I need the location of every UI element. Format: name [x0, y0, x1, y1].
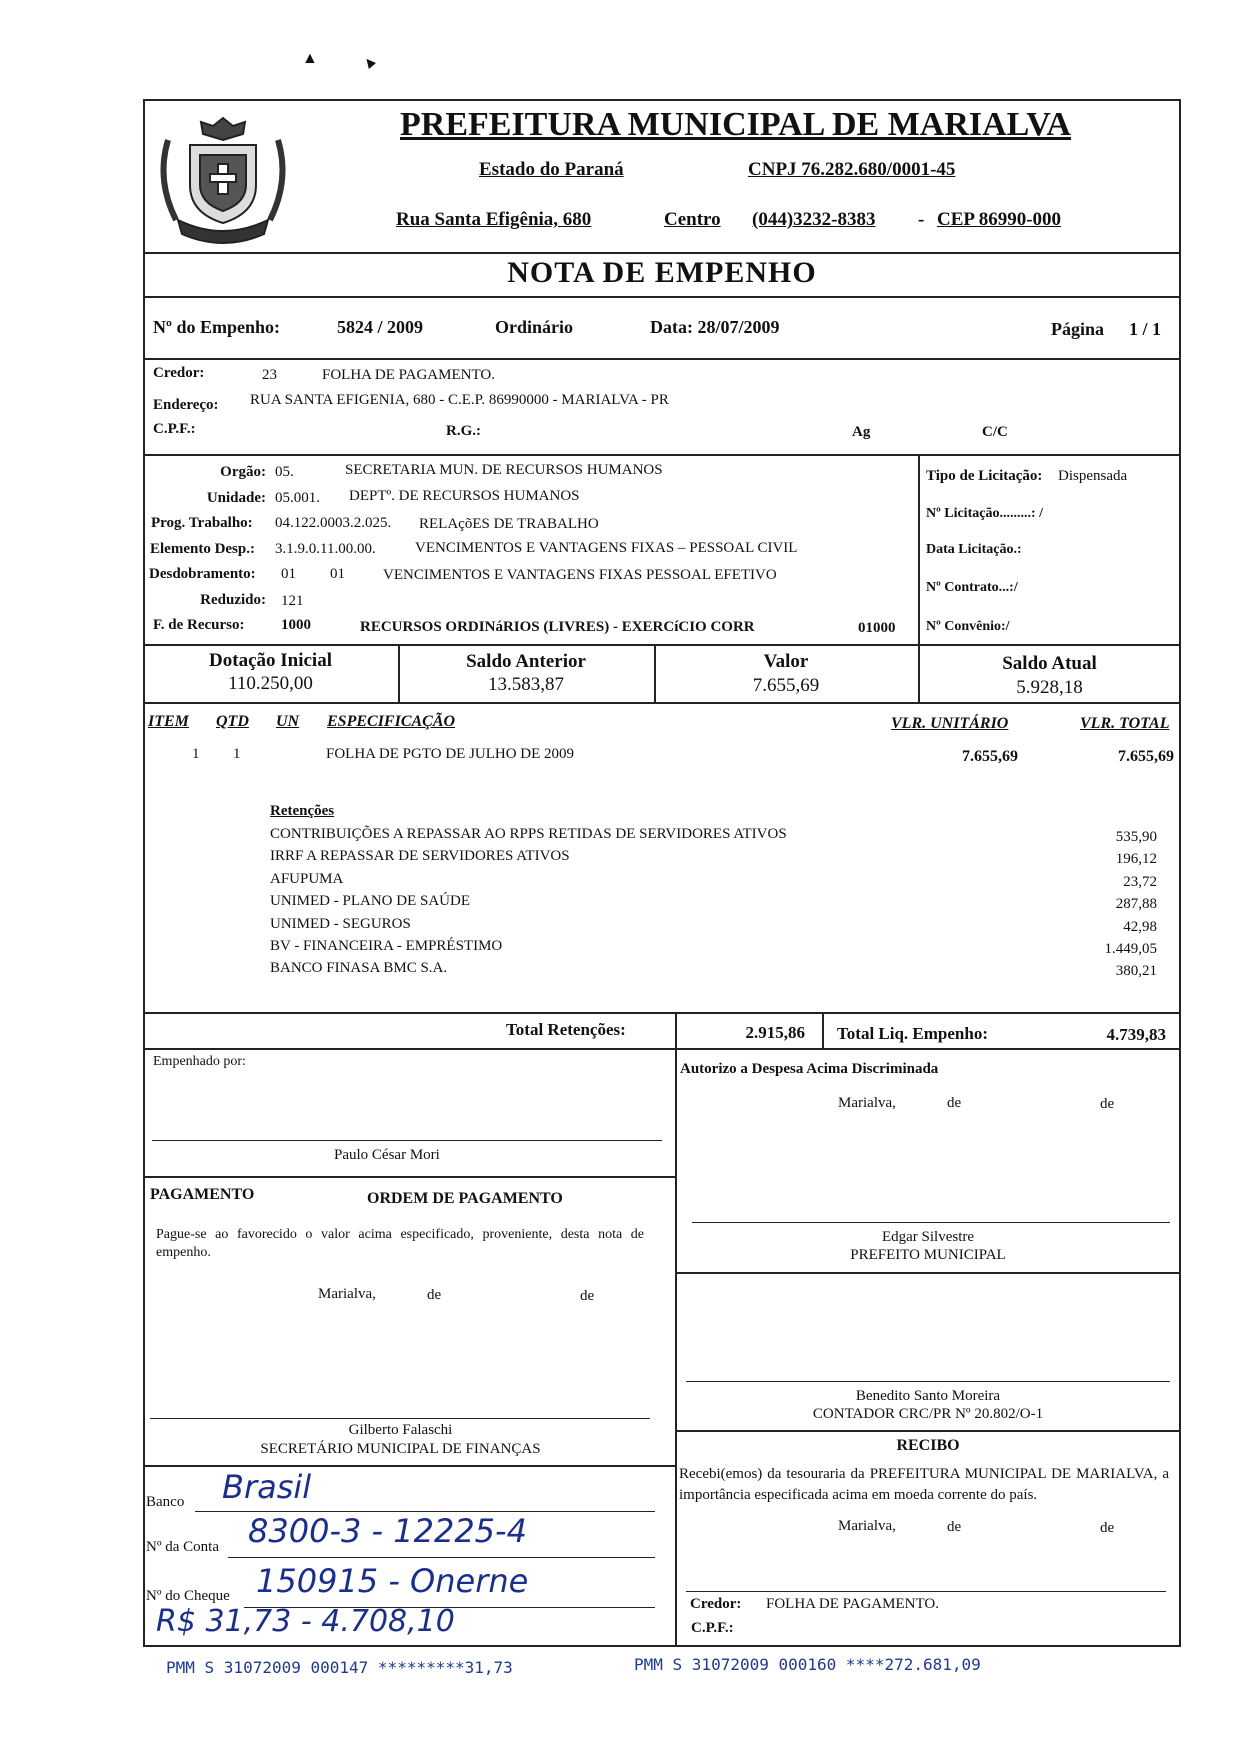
- cpf-label: C.P.F.:: [153, 421, 196, 437]
- item-especificacao: FOLHA DE PGTO DE JULHO DE 2009: [326, 746, 575, 762]
- recibo-cpf-label: C.P.F.:: [691, 1620, 734, 1636]
- signature-line: [150, 1418, 650, 1419]
- pagina-label: Página: [1051, 319, 1105, 339]
- numero-contrato: Nº Contrato...:/: [926, 580, 1018, 595]
- divider: [143, 454, 1181, 456]
- retencao-value: 23,72: [1123, 873, 1157, 890]
- retencao-label: IRRF A REPASSAR DE SERVIDORES ATIVOS: [270, 848, 570, 865]
- reduzido-label: Reduzido:: [200, 592, 266, 608]
- retencao-value: 1.449,05: [1104, 941, 1157, 957]
- divider: [675, 1430, 1181, 1432]
- col-item: ITEM: [148, 713, 189, 730]
- conta-line: [228, 1557, 655, 1558]
- bank-stamp-right: PMM S 31072009 000160 ****272.681,09: [634, 1655, 981, 1674]
- retencao-value: 42,98: [1123, 918, 1157, 935]
- municipal-coat-of-arms-logo: [148, 100, 298, 250]
- saldo-atual-value: 5.928,18: [1016, 677, 1083, 698]
- conta-label: Nº da Conta: [146, 1539, 219, 1555]
- pagamento-de: de: [427, 1287, 442, 1303]
- unidade-code: 05.001.: [275, 490, 320, 506]
- unidade-value: DEPTº. DE RECURSOS HUMANOS: [349, 488, 580, 504]
- retencao-value: 196,12: [1115, 851, 1157, 868]
- credor-name: FOLHA DE PAGAMENTO.: [322, 367, 495, 383]
- retencao-value: 380,21: [1115, 963, 1157, 980]
- prog-code: 04.122.0003.2.025.: [275, 515, 392, 531]
- recibo-de: de: [1100, 1520, 1115, 1536]
- conta-handwritten: 8300-3 - 12225-4: [248, 1512, 527, 1550]
- recibo-de: de: [947, 1519, 962, 1535]
- contador-role: CONTADOR CRC/PR Nº 20.802/O-1: [812, 1406, 1044, 1422]
- orgao-code: 05.: [275, 464, 294, 480]
- autorizo-label: Autorizo a Despesa Acima Discriminada: [680, 1061, 939, 1077]
- header-address: Rua Santa Efigênia, 680: [396, 209, 592, 230]
- empenho-data: Data: 28/07/2009: [650, 317, 780, 337]
- col-un: UN: [276, 713, 300, 730]
- empenhado-por-signer: Paulo César Mori: [334, 1147, 440, 1163]
- desdobramento-label: Desdobramento:: [149, 566, 256, 582]
- divider: [143, 252, 1181, 254]
- dotacao-label: Dotação Inicial: [209, 650, 332, 671]
- empenhado-por-label: Empenhado por:: [153, 1054, 246, 1069]
- signature-line: [692, 1222, 1170, 1223]
- reduzido-value: 121: [281, 593, 304, 609]
- item-qtd: 1: [233, 746, 241, 762]
- total-retencoes-label: Total Retenções:: [506, 1020, 626, 1039]
- divider: [143, 1176, 675, 1178]
- recibo-title: RECIBO: [896, 1437, 960, 1454]
- rg-label: R.G.:: [446, 423, 481, 439]
- ordem-pagamento-label: ORDEM DE PAGAMENTO: [367, 1190, 563, 1207]
- valor-label: Valor: [763, 651, 809, 672]
- retencao-label: UNIMED - SEGUROS: [270, 915, 411, 932]
- prog-label: Prog. Trabalho:: [151, 515, 253, 531]
- divider: [143, 644, 1181, 646]
- prefeito-name: Edgar Silvestre: [881, 1229, 975, 1245]
- header-state: Estado do Paraná: [479, 159, 624, 180]
- banco-label: Banco: [146, 1494, 185, 1510]
- pagina-number: 1 / 1: [1129, 319, 1162, 339]
- autorizo-city: Marialva,: [838, 1095, 896, 1111]
- recurso-code: 1000: [281, 617, 311, 633]
- divider: [143, 296, 1181, 298]
- contador-name: Benedito Santo Moreira: [855, 1388, 1001, 1404]
- prog-value: RELAçõES DE TRABALHO: [419, 516, 599, 532]
- elemento-value: VENCIMENTOS E VANTAGENS FIXAS – PESSOAL CIVIL: [415, 540, 798, 556]
- empenho-label: Nº do Empenho:: [153, 317, 280, 337]
- unidade-label: Unidade:: [206, 490, 266, 506]
- col-vlr-unitario: VLR. UNITÁRIO: [891, 715, 1009, 732]
- pagamento-label: PAGAMENTO: [150, 1186, 255, 1203]
- dotacao-value: 110.250,00: [228, 673, 313, 694]
- divider: [675, 1272, 1181, 1274]
- divider: [143, 1465, 675, 1467]
- divider: [143, 702, 1181, 704]
- recibo-text: Recebi(emos) da tesouraria da PREFEITURA MUNICIPAL DE MARIALVA, a importância especificada acima em moeda corrente do país.: [679, 1466, 1169, 1503]
- divider: [143, 1048, 1181, 1050]
- doc-title: NOTA DE EMPENHO: [507, 256, 817, 289]
- header-separator: -: [918, 209, 925, 230]
- total-retencoes-value: 2.915,86: [745, 1023, 805, 1042]
- col-vlr-total: VLR. TOTAL: [1080, 715, 1170, 732]
- scan-mark: ▲: [302, 50, 318, 67]
- elemento-label: Elemento Desp.:: [150, 541, 255, 557]
- divider: [143, 1012, 1181, 1014]
- endereco-value: RUA SANTA EFIGENIA, 680 - C.E.P. 86990000 - MARIALVA - PR: [250, 392, 669, 408]
- tipo-licitacao-value: Dispensada: [1058, 468, 1128, 484]
- prefeito-role: PREFEITO MUNICIPAL: [850, 1247, 1006, 1263]
- total-liquido-label: Total Liq. Empenho:: [837, 1024, 988, 1043]
- divider: [675, 1048, 677, 1647]
- desdobramento-code: 01: [330, 566, 345, 582]
- pagamento-city: Marialva,: [318, 1286, 376, 1302]
- recibo-city: Marialva,: [838, 1518, 896, 1534]
- divider: [822, 1012, 824, 1048]
- divider: [686, 1591, 1166, 1592]
- retencao-label: CONTRIBUIÇÕES A REPASSAR AO RPPS RETIDAS DE SERVIDORES ATIVOS: [270, 826, 787, 842]
- elemento-code: 3.1.9.0.11.00.00.: [275, 541, 376, 557]
- bank-stamp-left: PMM S 31072009 000147 *********31,73: [166, 1658, 513, 1677]
- retencao-label: UNIMED - PLANO DE SAÚDE: [270, 893, 470, 910]
- divider: [143, 358, 1181, 360]
- numero-convenio: Nº Convênio:/: [926, 619, 1010, 634]
- retencao-value: 287,88: [1115, 896, 1157, 913]
- header-title: PREFEITURA MUNICIPAL DE MARIALVA: [400, 106, 1071, 143]
- retencao-label: BV - FINANCEIRA - EMPRÉSTIMO: [270, 938, 503, 954]
- saldo-anterior-label: Saldo Anterior: [466, 651, 586, 672]
- recurso-label: F. de Recurso:: [153, 617, 245, 633]
- saldo-anterior-value: 13.583,87: [488, 674, 564, 695]
- secretario-name: Gilberto Falaschi: [348, 1422, 453, 1438]
- pagamento-text: Pague-se ao favorecido o valor acima especificado, proveniente, desta nota de empenho.: [156, 1227, 644, 1260]
- autorizo-de: de: [1100, 1096, 1115, 1112]
- item-number: 1: [192, 746, 200, 762]
- retencao-label: BANCO FINASA BMC S.A.: [270, 960, 448, 977]
- total-liquido-value: 4.739,83: [1106, 1025, 1166, 1044]
- col-especificacao: ESPECIFICAÇÃO: [327, 713, 456, 730]
- retencoes-title: Retenções: [270, 803, 335, 819]
- header-phone: (044)3232-8383: [752, 209, 876, 230]
- empenho-tipo: Ordinário: [495, 317, 574, 337]
- autorizo-de: de: [947, 1095, 962, 1111]
- secretario-role: SECRETÁRIO MUNICIPAL DE FINANÇAS: [260, 1441, 541, 1457]
- saldo-atual-label: Saldo Atual: [1002, 653, 1097, 674]
- retencao-value: 535,90: [1115, 829, 1157, 845]
- cheque-handwritten: 150915 - Onerne: [256, 1562, 529, 1600]
- recurso-value: RECURSOS ORDINáRIOS (LIVRES) - EXERCíCIO CORR: [360, 619, 755, 635]
- scan-mark: ▲: [358, 51, 382, 75]
- valor-handwritten: R$ 31,73 - 4.708,10: [156, 1604, 455, 1639]
- desdobramento-value: VENCIMENTOS E VANTAGENS FIXAS PESSOAL EFETIVO: [383, 567, 777, 583]
- header-district: Centro: [664, 209, 721, 230]
- desdobramento-code: 01: [281, 566, 296, 582]
- tipo-licitacao-label: Tipo de Licitação:: [926, 468, 1043, 484]
- divider: [675, 1012, 677, 1048]
- data-licitacao: Data Licitação.:: [926, 542, 1022, 557]
- recibo-credor-value: FOLHA DE PAGAMENTO.: [766, 1596, 939, 1612]
- numero-licitacao: Nº Licitação.........: /: [926, 506, 1043, 521]
- banco-handwritten: Brasil: [222, 1468, 312, 1506]
- signature-line: [152, 1140, 662, 1141]
- item-vlr-total: 7.655,69: [1118, 748, 1174, 765]
- retencao-label: AFUPUMA: [270, 870, 344, 887]
- item-vlr-unitario: 7.655,69: [962, 748, 1018, 765]
- endereco-label: Endereço:: [153, 397, 219, 413]
- orgao-label: Orgão:: [220, 464, 266, 480]
- header-cep: CEP 86990-000: [937, 209, 1062, 230]
- credor-code: 23: [262, 367, 277, 383]
- ag-label: Ag: [852, 424, 871, 440]
- cc-label: C/C: [982, 424, 1008, 440]
- empenho-number: 5824 / 2009: [337, 317, 424, 337]
- signature-line: [686, 1381, 1170, 1382]
- recurso-code-2: 01000: [858, 620, 896, 636]
- col-qtd: QTD: [216, 713, 249, 730]
- divider: [918, 454, 920, 644]
- header-cnpj: CNPJ 76.282.680/0001-45: [748, 159, 956, 180]
- recibo-credor-label: Credor:: [690, 1596, 742, 1612]
- cheque-label: Nº do Cheque: [146, 1588, 230, 1604]
- pagamento-de: de: [580, 1288, 595, 1304]
- orgao-value: SECRETARIA MUN. DE RECURSOS HUMANOS: [345, 462, 663, 478]
- credor-label: Credor:: [153, 365, 205, 381]
- valor-value: 7.655,69: [752, 675, 820, 696]
